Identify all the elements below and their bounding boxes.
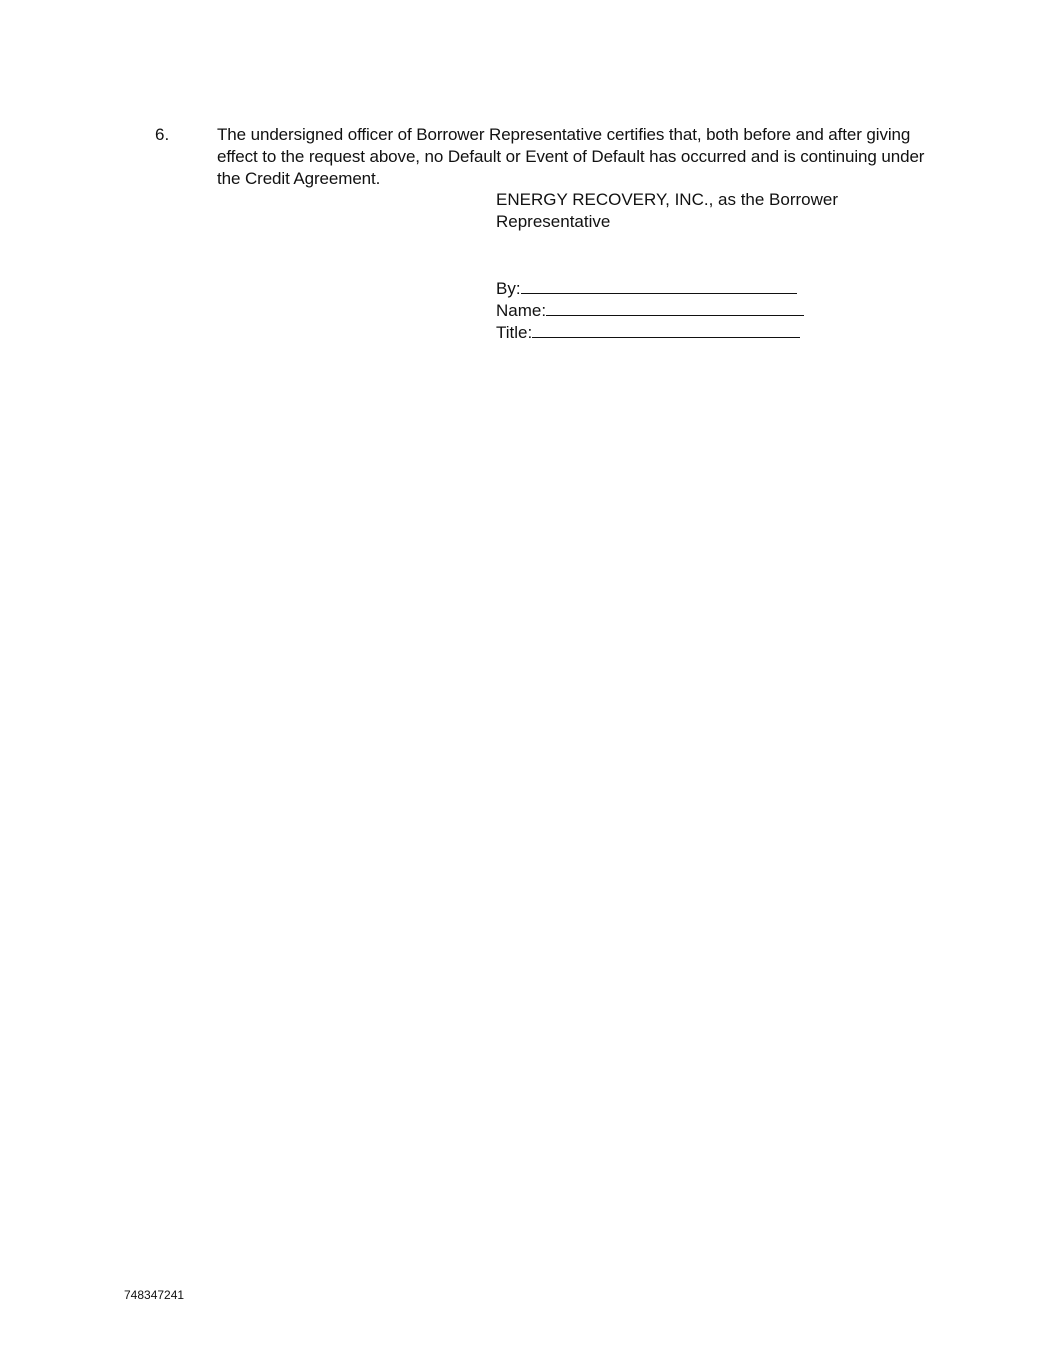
signature-entity bbox=[496, 189, 896, 233]
item-number: 6. bbox=[155, 125, 170, 144]
by-signature-line bbox=[521, 276, 797, 294]
document-id: 748347241 bbox=[124, 1288, 185, 1302]
name-label: Name: bbox=[496, 301, 547, 320]
title-signature-line bbox=[532, 320, 800, 338]
item-paragraph bbox=[217, 124, 935, 190]
paragraph-line: the Credit Agreement. bbox=[217, 169, 381, 188]
signature-fields bbox=[496, 276, 804, 342]
title-label: Title: bbox=[496, 323, 533, 342]
title-field bbox=[496, 320, 804, 342]
entity-line: ENERGY RECOVERY, INC., as the Borrower bbox=[496, 190, 839, 209]
paragraph-line: The undersigned officer of Borrower Representative certifies that, both before and after giving bbox=[217, 125, 911, 144]
by-label: By: bbox=[496, 279, 521, 298]
entity-line: Representative bbox=[496, 212, 611, 231]
name-signature-line bbox=[546, 298, 804, 316]
paragraph-line: effect to the request above, no Default or Event of Default has occurred and is continuing under bbox=[217, 147, 925, 166]
name-field bbox=[496, 298, 804, 320]
by-field bbox=[496, 276, 804, 298]
